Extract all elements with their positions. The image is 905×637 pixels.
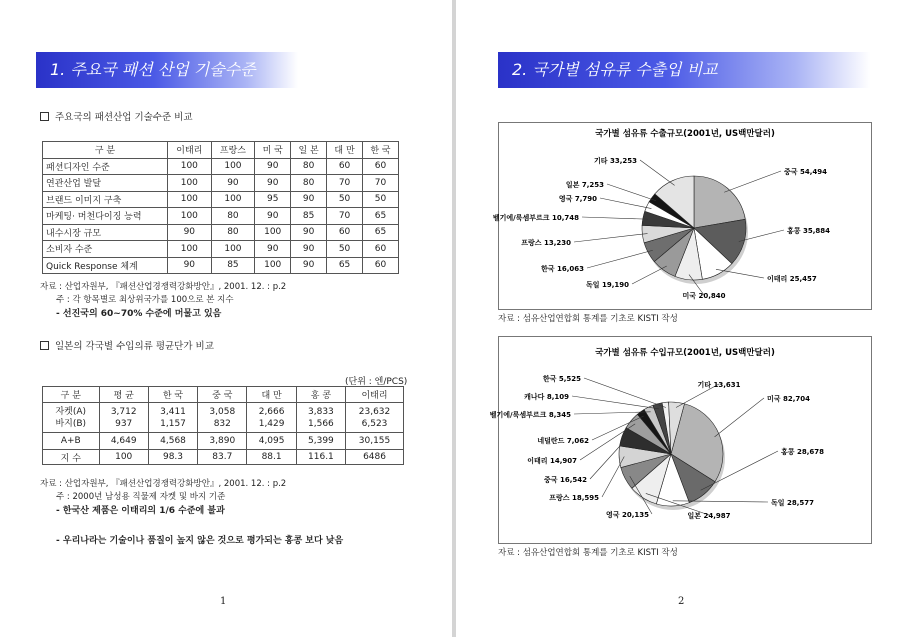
table-cell: 브랜드 이미지 구축 xyxy=(43,191,168,208)
leader-line xyxy=(584,378,666,407)
slice-label: 프랑스 13,230 xyxy=(521,239,571,247)
table-header: 일 본 xyxy=(291,142,327,159)
table-header: 구 분 xyxy=(43,387,100,403)
table-row xyxy=(43,191,399,208)
slice-label: 한국 5,525 xyxy=(542,375,581,383)
table-row xyxy=(43,433,404,450)
square-bullet-icon xyxy=(40,341,49,350)
table-row xyxy=(43,175,399,192)
table-cell: 90 xyxy=(291,191,327,208)
table-header: 대 만 xyxy=(327,142,363,159)
chart-2-source: 자료 : 섬유산업연합회 통계를 기초로 KISTI 작성 xyxy=(498,548,678,558)
table-cell: 100 xyxy=(168,208,212,225)
page-number: 2 xyxy=(678,596,685,607)
table-cell: 4,649 xyxy=(99,433,148,450)
table-row xyxy=(43,450,404,465)
table-cell: 90 xyxy=(168,224,212,241)
table-header: 홍 콩 xyxy=(296,387,345,403)
table-cell: 80 xyxy=(291,158,327,175)
leader-line xyxy=(715,398,764,437)
slice-label: 프랑스 18,595 xyxy=(549,494,599,502)
table-header-row xyxy=(43,387,404,403)
note-source-1: 자료 : 산업자원부, 『패션산업경쟁력강화방안』, 2001. 12. : p.2 xyxy=(40,282,287,292)
table-cell: 70 xyxy=(327,175,363,192)
pants-label: 바지(B) xyxy=(55,418,87,429)
table-cell: 90 xyxy=(168,257,212,274)
table-cell: 내수시장 규모 xyxy=(43,224,168,241)
table-cell: 5,399 xyxy=(296,433,345,450)
leader-line xyxy=(640,160,675,185)
import-chart-frame xyxy=(489,336,872,544)
table-row xyxy=(43,208,399,225)
slice-label: 일본 7,253 xyxy=(565,181,604,189)
table-cell: 88.1 xyxy=(247,450,296,465)
slice-label: 중국 54,494 xyxy=(784,168,827,176)
table-cell: 116.1 xyxy=(296,450,345,465)
table-row xyxy=(43,403,404,433)
table-header: 이태리 xyxy=(346,387,404,403)
page-2 xyxy=(456,0,905,637)
table-cell: 60 xyxy=(363,241,399,258)
import-price-table xyxy=(42,386,404,465)
table-row xyxy=(43,241,399,258)
table-cell: 50 xyxy=(327,191,363,208)
table-row xyxy=(43,224,399,241)
tech-level-table xyxy=(42,141,399,274)
square-bullet-icon xyxy=(40,112,49,121)
leader-line xyxy=(587,250,653,268)
table-header: 중 국 xyxy=(198,387,247,403)
table-cell: 100 xyxy=(255,257,291,274)
slice-label: 일본 24,987 xyxy=(687,512,731,520)
table-cell: 95 xyxy=(255,191,291,208)
slice-label: 기타 33,253 xyxy=(594,157,637,165)
table-cell: 100 xyxy=(99,450,148,465)
leader-line xyxy=(582,217,648,219)
table-cell: 80 xyxy=(211,208,255,225)
slice-label: 이태리 14,907 xyxy=(527,457,577,465)
table-cell: 100 xyxy=(211,241,255,258)
table-cell: 65 xyxy=(363,208,399,225)
table-row xyxy=(43,158,399,175)
leader-line xyxy=(600,198,651,209)
leader-line xyxy=(632,266,667,284)
table-cell: 80 xyxy=(211,224,255,241)
note-remark-3: - 우리나라는 기술이나 품질이 높지 않은 것으로 평가되는 홍콩 보다 낮음 xyxy=(56,536,344,546)
table-cell: 100 xyxy=(211,191,255,208)
table-cell: 65 xyxy=(327,257,363,274)
table-cell: 100 xyxy=(211,158,255,175)
table-cell: 100 xyxy=(168,175,212,192)
table-cell: 2,666 1,429 xyxy=(247,403,296,433)
slice-label: 중국 16,542 xyxy=(544,476,587,484)
table-cell: 100 xyxy=(168,158,212,175)
leader-line xyxy=(724,171,781,192)
table-cell: Quick Response 체계 xyxy=(43,257,168,274)
table-header: 구 분 xyxy=(43,142,168,159)
leader-line xyxy=(574,234,648,242)
chart-title: 국가별 섬유류 수입규모(2001년, US백만달러) xyxy=(595,348,775,358)
table-cell: 90 xyxy=(255,158,291,175)
export-pie-chart xyxy=(492,123,871,309)
table-header: 평 균 xyxy=(99,387,148,403)
page-1 xyxy=(0,0,452,637)
table-cell: 23,632 6,523 xyxy=(346,403,404,433)
table-cell: 60 xyxy=(327,158,363,175)
table-cell: 85 xyxy=(211,257,255,274)
table-cell: 90 xyxy=(255,175,291,192)
note-footnote-2: 주 : 2000년 남성용 직물제 자켓 및 바지 기준 xyxy=(56,492,226,502)
table-cell: 90 xyxy=(255,208,291,225)
section-1-text: 주요국의 패션산업 기술수준 비교 xyxy=(55,112,193,123)
table-header: 한 국 xyxy=(148,387,197,403)
table-cell: 연관산업 발달 xyxy=(43,175,168,192)
slice-label: 네덜란드 7,062 xyxy=(537,437,589,445)
table-cell: 100 xyxy=(255,224,291,241)
slice-label: 독일 19,190 xyxy=(586,281,629,289)
table-cell: 3,411 1,157 xyxy=(148,403,197,433)
slice-label: 벨기에/룩셈부르크 8,345 xyxy=(489,411,571,419)
note-remark-2: - 한국산 제품은 이태리의 1/6 수준에 불과 xyxy=(56,506,225,516)
leader-line xyxy=(572,396,659,409)
table-cell: 90 xyxy=(291,241,327,258)
table-cell: 6486 xyxy=(346,450,404,465)
table-cell: 90 xyxy=(291,224,327,241)
export-chart-frame xyxy=(492,122,872,310)
table-cell: 85 xyxy=(291,208,327,225)
table-cell xyxy=(43,403,100,433)
table-header: 미 국 xyxy=(255,142,291,159)
table-cell: A+B xyxy=(43,433,100,450)
table-cell: 50 xyxy=(363,191,399,208)
table-row xyxy=(43,257,399,274)
table-cell: 100 xyxy=(168,191,212,208)
table-cell: 마케팅· 머천다이징 능력 xyxy=(43,208,168,225)
slice-label: 영국 20,135 xyxy=(606,511,649,519)
note-source-2: 자료 : 산업자원부, 『패션산업경쟁력강화방안』, 2001. 12. : p.2 xyxy=(40,479,287,489)
table-cell: 패션디자인 수준 xyxy=(43,158,168,175)
slice-label: 기타 13,631 xyxy=(697,381,741,389)
table-cell: 4,095 xyxy=(247,433,296,450)
table-header: 한 국 xyxy=(363,142,399,159)
table-cell: 30,155 xyxy=(346,433,404,450)
table-cell: 3,890 xyxy=(198,433,247,450)
table-cell: 소비자 수준 xyxy=(43,241,168,258)
table-cell: 4,568 xyxy=(148,433,197,450)
slice-label: 미국 82,704 xyxy=(767,395,810,403)
table-cell: 90 xyxy=(291,257,327,274)
table-cell: 3,058 832 xyxy=(198,403,247,433)
table-cell: 70 xyxy=(363,175,399,192)
section-1-heading xyxy=(40,109,193,123)
table-cell: 65 xyxy=(363,224,399,241)
slice-label: 독일 28,577 xyxy=(771,499,814,507)
jacket-label: 자켓(A) xyxy=(55,406,87,417)
section-2-text: 일본의 각국별 수입의류 평균단가 비교 xyxy=(55,341,214,352)
table-cell: 90 xyxy=(255,241,291,258)
unit-label: (단위 : 엔/PCS) xyxy=(345,377,408,387)
table-cell: 80 xyxy=(291,175,327,192)
page-1-title: 1. 주요국 패션 산업 기술수준 xyxy=(36,52,298,88)
slice-label: 벨기에/룩셈부르크 10,748 xyxy=(492,214,579,222)
pie-slice xyxy=(694,176,745,228)
table-header: 이태리 xyxy=(168,142,212,159)
table-cell: 3,712 937 xyxy=(99,403,148,433)
section-2-heading xyxy=(40,338,214,352)
table-cell: 지 수 xyxy=(43,450,100,465)
leader-line xyxy=(602,457,624,497)
table-cell: 100 xyxy=(168,241,212,258)
table-header-row xyxy=(43,142,399,159)
table-cell: 60 xyxy=(363,257,399,274)
table-cell: 60 xyxy=(327,224,363,241)
table-header: 대 만 xyxy=(247,387,296,403)
table-cell: 83.7 xyxy=(198,450,247,465)
chart-title: 국가별 섬유류 수출규모(2001년, US백만달러) xyxy=(595,129,775,139)
slice-label: 미국 20,840 xyxy=(682,292,726,300)
table-cell: 98.3 xyxy=(148,450,197,465)
table-cell: 90 xyxy=(211,175,255,192)
slice-label: 홍콩 35,884 xyxy=(787,227,830,235)
slice-label: 캐나다 8,109 xyxy=(524,393,569,401)
note-remark-1: - 선진국의 60~70% 수준에 머물고 있음 xyxy=(56,309,222,319)
note-footnote-1: 주 : 각 항목별로 최상위국가를 100으로 본 지수 xyxy=(56,295,234,305)
slice-label: 이태리 25,457 xyxy=(767,275,817,283)
chart-1-source: 자료 : 섬유산업연합회 통계를 기초로 KISTI 작성 xyxy=(498,314,678,324)
slice-label: 영국 7,790 xyxy=(558,195,597,203)
page-number: 1 xyxy=(220,596,227,607)
slice-label: 홍콩 28,678 xyxy=(781,448,824,456)
slice-label: 한국 16,063 xyxy=(541,265,584,273)
table-cell: 70 xyxy=(327,208,363,225)
leader-line xyxy=(607,184,656,201)
table-cell: 50 xyxy=(327,241,363,258)
import-pie-chart xyxy=(489,337,871,543)
table-header: 프랑스 xyxy=(211,142,255,159)
table-cell: 60 xyxy=(363,158,399,175)
page-2-title: 2. 국가별 섬유류 수출입 비교 xyxy=(498,52,870,88)
table-cell: 3,833 1,566 xyxy=(296,403,345,433)
